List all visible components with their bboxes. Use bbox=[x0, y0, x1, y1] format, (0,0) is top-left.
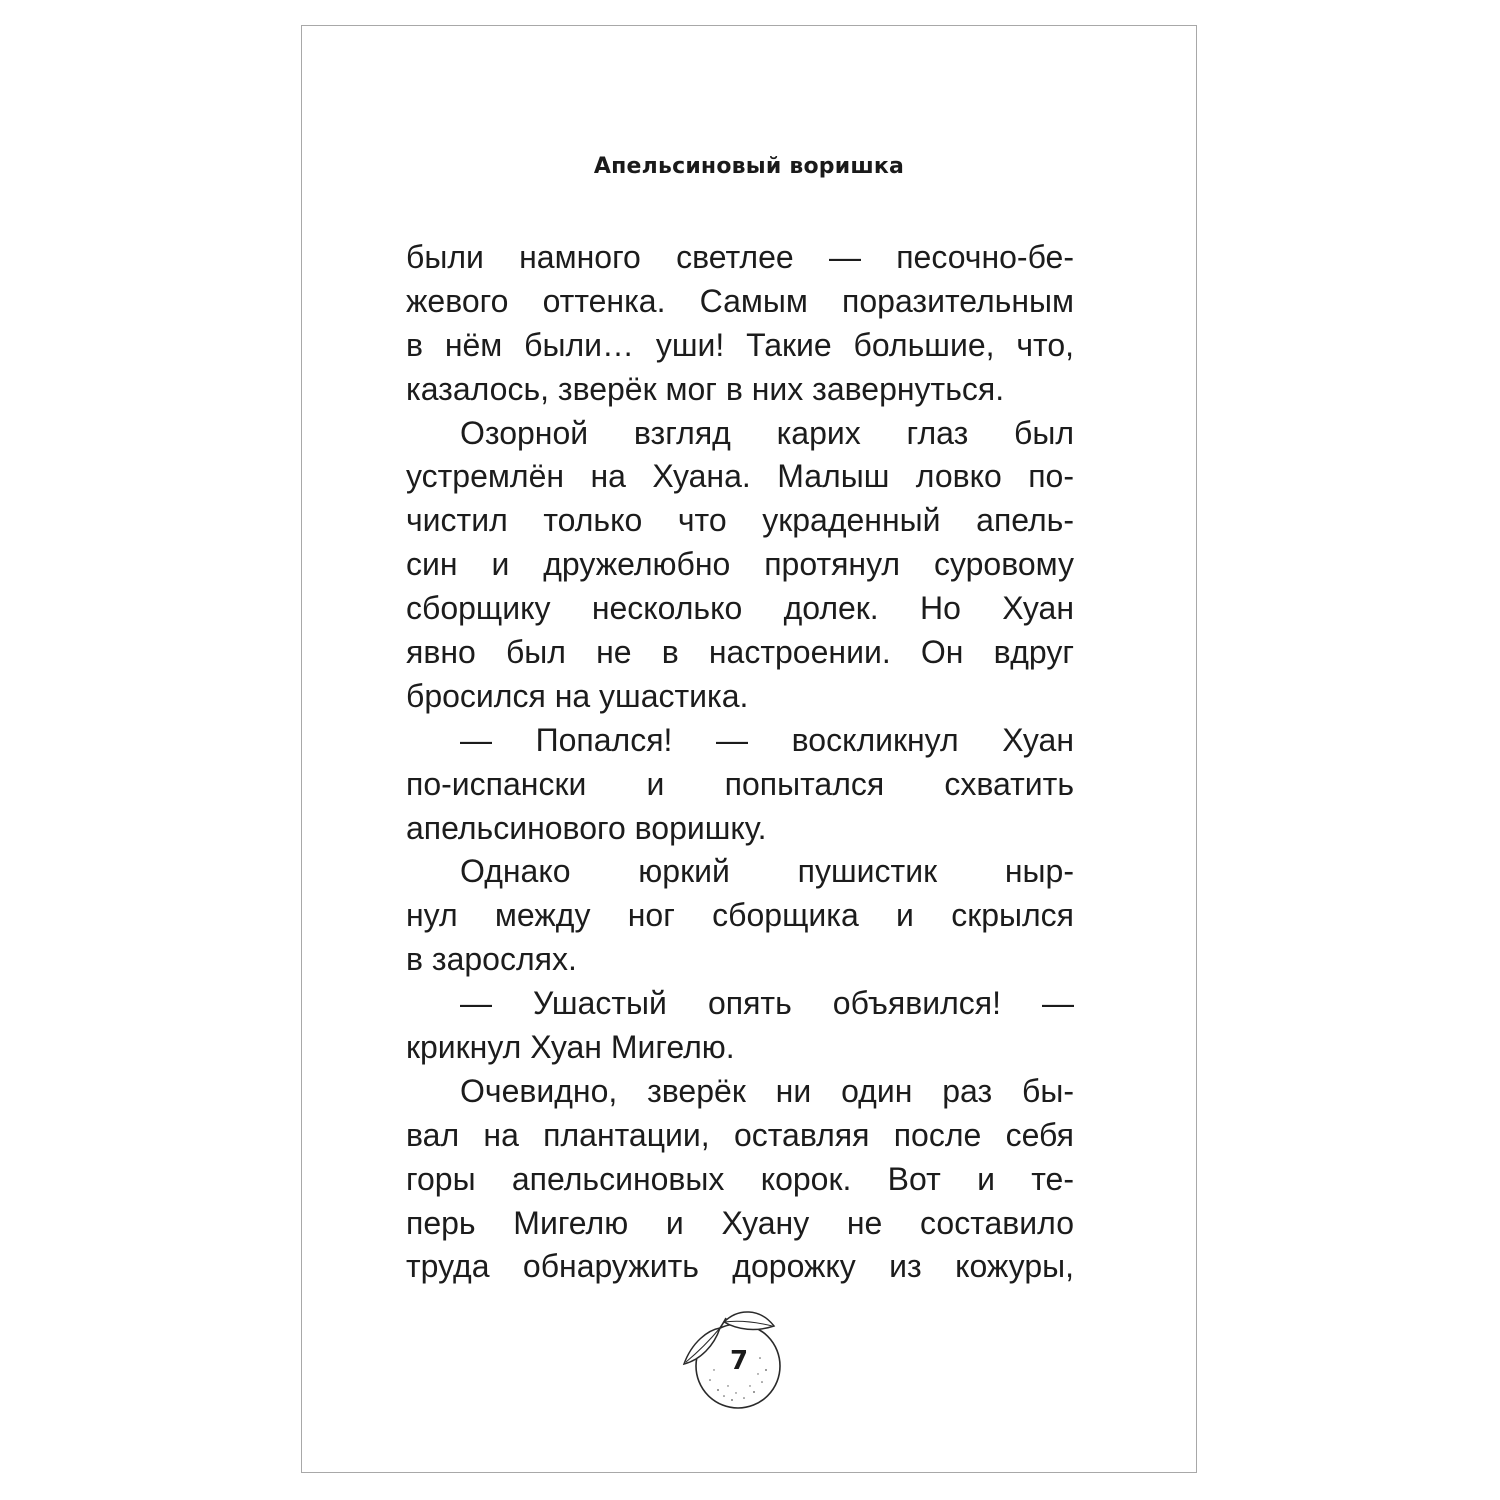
text-line: Очевидно, зверёк ни один раз бы- bbox=[460, 1072, 1074, 1109]
text-line: — Попался! — воскликнул Хуан bbox=[460, 721, 1074, 758]
text-line: чистил только что украденный апель- bbox=[406, 502, 1074, 539]
running-title: Апельсиновый воришка bbox=[593, 154, 905, 179]
text-line: крикнул Хуан Мигелю. bbox=[406, 1029, 735, 1066]
text-line: Однако юркий пушистик ныр- bbox=[460, 853, 1074, 890]
text-line: син и дружелюбно протянул суровому bbox=[406, 546, 1074, 583]
text-line: в зарослях. bbox=[406, 941, 577, 978]
body-text bbox=[406, 236, 1074, 1289]
text-line: в нём были… уши! Такие большие, что, bbox=[406, 326, 1074, 363]
text-line: перь Мигелю и Хуану не составило bbox=[406, 1204, 1074, 1241]
text-line: явно был не в настроении. Он вдруг bbox=[406, 634, 1074, 671]
text-line: казалось, зверёк мог в них завернуться. bbox=[406, 370, 1005, 407]
text-line: жевого оттенка. Самым поразительным bbox=[406, 282, 1074, 319]
text-line: Озорной взгляд карих глаз был bbox=[460, 414, 1074, 451]
text-line: труда обнаружить дорожку из кожуры, bbox=[406, 1248, 1074, 1285]
text-line: апельсинового воришку. bbox=[406, 809, 767, 846]
text-line: — Ушастый опять объявился! — bbox=[460, 985, 1074, 1022]
text-line: устремлён на Хуана. Малыш ловко по- bbox=[406, 458, 1074, 495]
text-line: бросился на ушастика. bbox=[406, 677, 749, 714]
text-line: были намного светлее — песочно-бе- bbox=[406, 239, 1074, 275]
text-line: нул между ног сборщика и скрылся bbox=[406, 897, 1074, 934]
text-line: по-испански и попытался схватить bbox=[406, 765, 1074, 802]
page-number: 7 bbox=[729, 1346, 749, 1376]
text-line: сборщику несколько долек. Но Хуан bbox=[406, 590, 1074, 627]
text-line: горы апельсиновых корок. Вот и те- bbox=[406, 1160, 1074, 1197]
text-line: вал на плантации, оставляя после себя bbox=[406, 1116, 1074, 1153]
page-number-ornament bbox=[674, 1308, 784, 1418]
book-page bbox=[301, 25, 1197, 1473]
